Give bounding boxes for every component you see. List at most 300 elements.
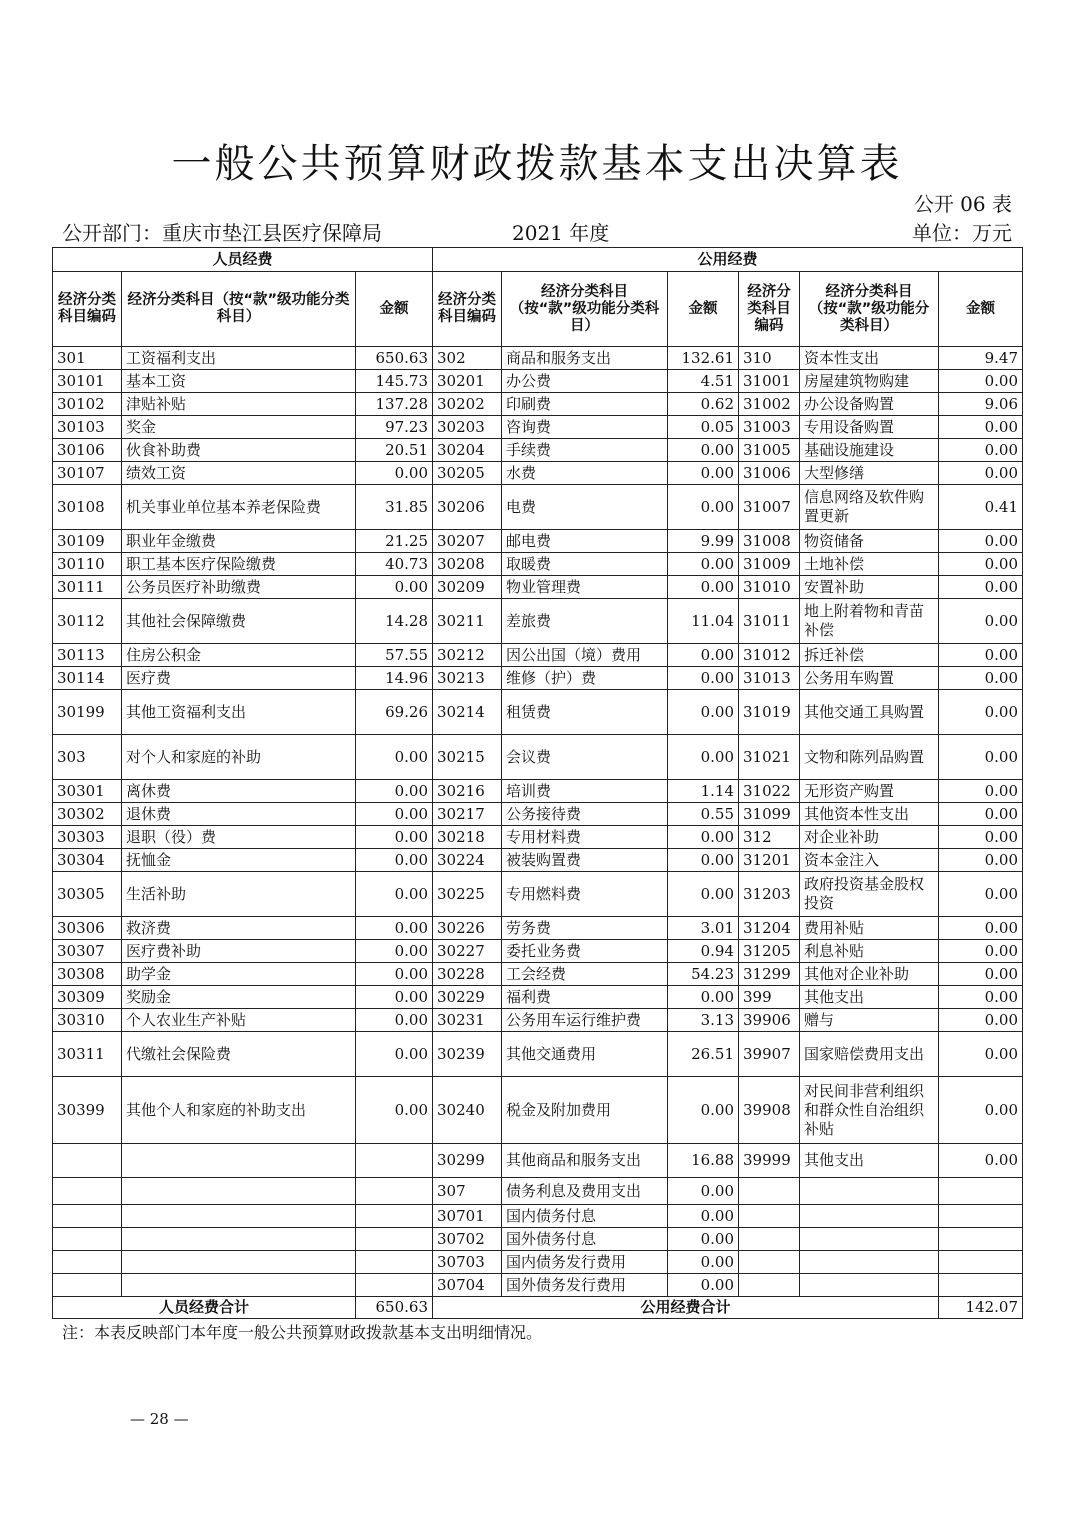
cell-c1: 30305 [53,872,122,917]
page-title: 一般公共预算财政拨款基本支出决算表 [171,141,903,187]
cell-n1: 基本工资 [122,370,356,393]
cell-a3: 0.00 [939,416,1023,439]
cell-c1: 30308 [53,963,122,986]
cell-n2: 物业管理费 [502,576,668,599]
cell-c2: 30299 [433,1144,502,1178]
cell-a2: 11.04 [668,599,739,644]
page-number: — 28 — [130,1410,189,1428]
cell-a2: 0.00 [668,644,739,667]
cell-c2: 30207 [433,530,502,553]
cell-a1: 0.00 [356,462,433,485]
cell-n3 [800,1228,939,1251]
cell-n1: 医疗费补助 [122,940,356,963]
cell-c1 [53,1205,122,1228]
cell-c2: 30205 [433,462,502,485]
table-row [53,576,1023,599]
cell-a1: 0.00 [356,1032,433,1077]
cell-n3: 其他交通工具购置 [800,690,939,735]
column-header-row [53,272,1023,347]
col-code-public: 经济分类科目编码 [433,272,502,347]
cell-c1 [53,1251,122,1274]
cell-a1: 0.00 [356,963,433,986]
cell-a1 [356,1228,433,1251]
cell-c1: 30199 [53,690,122,735]
col-name-personnel: 经济分类科目（按“款”级功能分类科目） [122,272,356,347]
cell-n1 [122,1251,356,1274]
cell-n2: 差旅费 [502,599,668,644]
cell-c1: 30113 [53,644,122,667]
cell-a2: 0.00 [668,576,739,599]
cell-n2: 国外债务发行费用 [502,1274,668,1297]
cell-n3: 费用补贴 [800,917,939,940]
cell-c2: 30209 [433,576,502,599]
cell-a1: 0.00 [356,872,433,917]
cell-c2: 30231 [433,1009,502,1032]
cell-n2: 国内债务发行费用 [502,1251,668,1274]
cell-a3: 9.06 [939,393,1023,416]
cell-c1: 303 [53,735,122,780]
cell-n3: 资本性支出 [800,347,939,370]
cell-c2: 30240 [433,1077,502,1144]
table-row [53,347,1023,370]
cell-n2: 国外债务付息 [502,1228,668,1251]
cell-n1: 医疗费 [122,667,356,690]
table-row [53,1077,1023,1144]
cell-c1: 30110 [53,553,122,576]
cell-a1: 20.51 [356,439,433,462]
cell-n3: 其他支出 [800,986,939,1009]
cell-a2: 0.00 [668,553,739,576]
cell-a2: 0.00 [668,1251,739,1274]
cell-a2: 0.00 [668,826,739,849]
cell-c2: 30215 [433,735,502,780]
section-public: 公用经费 [433,248,1023,272]
cell-n1: 退职（役）费 [122,826,356,849]
table-row [53,530,1023,553]
cell-n3: 办公设备购置 [800,393,939,416]
cell-a2: 0.00 [668,735,739,780]
cell-a3: 0.00 [939,644,1023,667]
cell-n2: 办公费 [502,370,668,393]
cell-c1 [53,1228,122,1251]
cell-n2: 取暖费 [502,553,668,576]
table-row [53,644,1023,667]
cell-a2: 26.51 [668,1032,739,1077]
cell-n2: 因公出国（境）费用 [502,644,668,667]
cell-a3: 0.00 [939,1144,1023,1178]
cell-a3: 0.00 [939,780,1023,803]
cell-n3: 资本金注入 [800,849,939,872]
cell-a1: 0.00 [356,849,433,872]
cell-c3: 31006 [739,462,800,485]
cell-a1: 650.63 [356,347,433,370]
cell-a1: 137.28 [356,393,433,416]
cell-n3 [800,1178,939,1205]
cell-c3: 310 [739,347,800,370]
cell-n1: 伙食补助费 [122,439,356,462]
cell-c3: 39908 [739,1077,800,1144]
table-row [53,872,1023,917]
cell-c1: 30311 [53,1032,122,1077]
cell-c1 [53,1178,122,1205]
cell-a1 [356,1144,433,1178]
cell-n2: 会议费 [502,735,668,780]
cell-c2: 30703 [433,1251,502,1274]
cell-c1: 30102 [53,393,122,416]
cell-c1: 30103 [53,416,122,439]
cell-a3: 0.00 [939,986,1023,1009]
cell-c2: 30229 [433,986,502,1009]
cell-c2: 30225 [433,872,502,917]
cell-c3: 31021 [739,735,800,780]
cell-c3: 31299 [739,963,800,986]
cell-a2: 0.00 [668,667,739,690]
cell-n2: 咨询费 [502,416,668,439]
cell-n3: 无形资产购置 [800,780,939,803]
cell-a2: 0.62 [668,393,739,416]
cell-n3 [800,1205,939,1228]
cell-c2: 30218 [433,826,502,849]
cell-c2: 30214 [433,690,502,735]
cell-a2: 0.00 [668,690,739,735]
cell-n2: 委托业务费 [502,940,668,963]
cell-c2: 30228 [433,963,502,986]
table-row [53,986,1023,1009]
cell-c1: 30302 [53,803,122,826]
cell-c1: 30306 [53,917,122,940]
cell-c3: 31003 [739,416,800,439]
cell-a3: 0.00 [939,1009,1023,1032]
cell-a1: 0.00 [356,735,433,780]
cell-a1: 31.85 [356,485,433,530]
cell-n2: 专用材料费 [502,826,668,849]
cell-n2: 水费 [502,462,668,485]
cell-a2: 1.14 [668,780,739,803]
cell-a3 [939,1205,1023,1228]
cell-c3: 31013 [739,667,800,690]
cell-n1: 奖金 [122,416,356,439]
cell-a3: 0.00 [939,940,1023,963]
cell-a2: 0.00 [668,485,739,530]
cell-c2: 30702 [433,1228,502,1251]
cell-n1 [122,1178,356,1205]
cell-n3: 政府投资基金股权投资 [800,872,939,917]
cell-n1: 对个人和家庭的补助 [122,735,356,780]
cell-a1 [356,1274,433,1297]
cell-n2: 福利费 [502,986,668,1009]
cell-a3: 0.00 [939,872,1023,917]
cell-n1: 职业年金缴费 [122,530,356,553]
cell-a1 [356,1205,433,1228]
cell-c1: 30301 [53,780,122,803]
table-row [53,1274,1023,1297]
table-row [53,940,1023,963]
cell-a3: 0.00 [939,370,1023,393]
cell-n3: 对民间非营利组织和群众性自治组织补贴 [800,1077,939,1144]
cell-a2: 0.00 [668,1178,739,1205]
cell-a2: 3.01 [668,917,739,940]
cell-n1: 抚恤金 [122,849,356,872]
public-total-value: 142.07 [939,1297,1023,1319]
cell-n2: 租赁费 [502,690,668,735]
cell-a3: 0.00 [939,849,1023,872]
table-row [53,1251,1023,1274]
cell-a1: 97.23 [356,416,433,439]
cell-c2: 30201 [433,370,502,393]
cell-a3 [939,1178,1023,1205]
cell-n1: 其他个人和家庭的补助支出 [122,1077,356,1144]
cell-a2: 16.88 [668,1144,739,1178]
cell-a2: 0.55 [668,803,739,826]
cell-a1: 0.00 [356,576,433,599]
cell-a2: 0.00 [668,986,739,1009]
cell-n3: 信息网络及软件购置更新 [800,485,939,530]
cell-a3: 0.00 [939,667,1023,690]
table-row [53,826,1023,849]
cell-c1 [53,1144,122,1178]
cell-c2: 30211 [433,599,502,644]
table-row [53,667,1023,690]
cell-c3: 31022 [739,780,800,803]
cell-n3: 土地补偿 [800,553,939,576]
cell-n2: 被装购置费 [502,849,668,872]
cell-n1 [122,1274,356,1297]
cell-c1: 30114 [53,667,122,690]
cell-a1: 0.00 [356,826,433,849]
table-row [53,462,1023,485]
cell-c3 [739,1205,800,1228]
footnote: 注：本表反映部门本年度一般公共预算财政拨款基本支出明细情况。 [62,1323,543,1342]
cell-a2: 132.61 [668,347,739,370]
table-row [53,1032,1023,1077]
cell-a2: 0.00 [668,1274,739,1297]
cell-a1: 40.73 [356,553,433,576]
cell-n3: 赠与 [800,1009,939,1032]
cell-n3: 利息补贴 [800,940,939,963]
table-row [53,963,1023,986]
section-personnel: 人员经费 [53,248,433,272]
cell-c2: 30208 [433,553,502,576]
cell-n2: 培训费 [502,780,668,803]
cell-c2: 30226 [433,917,502,940]
col-name-public: 经济分类科目（按“款”级功能分类科目） [502,272,668,347]
cell-n2: 电费 [502,485,668,530]
cell-c1: 30399 [53,1077,122,1144]
cell-c3: 31019 [739,690,800,735]
cell-n3: 国家赔偿费用支出 [800,1032,939,1077]
cell-c2: 30217 [433,803,502,826]
cell-c3: 31010 [739,576,800,599]
table-row [53,803,1023,826]
cell-n1: 机关事业单位基本养老保险费 [122,485,356,530]
table-row [53,439,1023,462]
cell-c3: 399 [739,986,800,1009]
cell-c2: 30224 [433,849,502,872]
col-code-personnel: 经济分类科目编码 [53,272,122,347]
cell-a3: 0.00 [939,1077,1023,1144]
cell-a2: 0.00 [668,462,739,485]
cell-n3: 地上附着物和青苗补偿 [800,599,939,644]
cell-a2: 9.99 [668,530,739,553]
cell-n2: 维修（护）费 [502,667,668,690]
cell-c1: 30107 [53,462,122,485]
cell-c2: 30239 [433,1032,502,1077]
cell-a1: 0.00 [356,780,433,803]
cell-n2: 公务接待费 [502,803,668,826]
cell-a1: 57.55 [356,644,433,667]
cell-a2: 54.23 [668,963,739,986]
cell-c3: 31201 [739,849,800,872]
cell-c2: 30704 [433,1274,502,1297]
cell-n1: 助学金 [122,963,356,986]
table-row [53,393,1023,416]
department-label: 公开部门：重庆市垫江县医疗保障局 [62,221,382,245]
cell-c3: 31203 [739,872,800,917]
cell-n3 [800,1274,939,1297]
cell-c2: 302 [433,347,502,370]
cell-a3 [939,1251,1023,1274]
cell-c3: 39907 [739,1032,800,1077]
cell-a3 [939,1228,1023,1251]
cell-n1: 绩效工资 [122,462,356,485]
cell-a2: 0.00 [668,849,739,872]
cell-n2: 国内债务付息 [502,1205,668,1228]
cell-a3: 0.00 [939,599,1023,644]
cell-a2: 4.51 [668,370,739,393]
cell-c3: 31001 [739,370,800,393]
cell-n3: 对企业补助 [800,826,939,849]
cell-n3 [800,1251,939,1274]
col-amount-public: 金额 [668,272,739,347]
cell-n2: 债务利息及费用支出 [502,1178,668,1205]
cell-c3: 31012 [739,644,800,667]
cell-a3: 0.41 [939,485,1023,530]
cell-n2: 工会经费 [502,963,668,986]
cell-c1: 30109 [53,530,122,553]
cell-a3: 0.00 [939,553,1023,576]
table-row [53,1228,1023,1251]
cell-n3: 其他支出 [800,1144,939,1178]
cell-a3: 0.00 [939,826,1023,849]
table-row [53,1009,1023,1032]
cell-n2: 邮电费 [502,530,668,553]
cell-c3: 31099 [739,803,800,826]
table-row [53,485,1023,530]
cell-c1: 30303 [53,826,122,849]
table-row [53,370,1023,393]
cell-a1: 0.00 [356,940,433,963]
cell-c3: 31011 [739,599,800,644]
cell-n1: 离休费 [122,780,356,803]
cell-n1: 公务员医疗补助缴费 [122,576,356,599]
col-amount-capital: 金额 [939,272,1023,347]
cell-n1: 代缴社会保险费 [122,1032,356,1077]
personnel-total-value: 650.63 [356,1297,433,1319]
table-row [53,1144,1023,1178]
cell-a3: 0.00 [939,735,1023,780]
cell-c3: 39999 [739,1144,800,1178]
cell-c2: 30202 [433,393,502,416]
cell-c1: 30309 [53,986,122,1009]
cell-c2: 30701 [433,1205,502,1228]
cell-n3: 大型修缮 [800,462,939,485]
cell-a2: 3.13 [668,1009,739,1032]
col-amount-personnel: 金额 [356,272,433,347]
cell-a1: 0.00 [356,917,433,940]
cell-c3: 31008 [739,530,800,553]
public-total-label: 公用经费合计 [433,1297,939,1319]
cell-a3: 9.47 [939,347,1023,370]
cell-n1: 救济费 [122,917,356,940]
cell-n3: 拆迁补偿 [800,644,939,667]
cell-n3: 物资储备 [800,530,939,553]
cell-a1: 0.00 [356,803,433,826]
table-row [53,917,1023,940]
cell-a1: 21.25 [356,530,433,553]
cell-n2: 商品和服务支出 [502,347,668,370]
cell-n1: 津贴补贴 [122,393,356,416]
cell-a2: 0.00 [668,1205,739,1228]
expenditure-table [52,247,1023,1319]
cell-a2: 0.00 [668,1077,739,1144]
cell-n2: 公务用车运行维护费 [502,1009,668,1032]
cell-a1: 69.26 [356,690,433,735]
table-row [53,735,1023,780]
cell-a2: 0.00 [668,872,739,917]
table-row [53,1205,1023,1228]
table-row [53,416,1023,439]
cell-c3: 31002 [739,393,800,416]
cell-c1: 301 [53,347,122,370]
cell-c1: 30304 [53,849,122,872]
cell-a2: 0.05 [668,416,739,439]
personnel-total-label: 人员经费合计 [53,1297,356,1319]
cell-n3: 其他资本性支出 [800,803,939,826]
cell-c3 [739,1178,800,1205]
cell-c2: 30206 [433,485,502,530]
cell-a1 [356,1251,433,1274]
cell-n3: 文物和陈列品购置 [800,735,939,780]
cell-a3: 0.00 [939,917,1023,940]
cell-a1: 145.73 [356,370,433,393]
cell-n1: 其他社会保障缴费 [122,599,356,644]
cell-n2: 手续费 [502,439,668,462]
cell-n3: 安置补助 [800,576,939,599]
section-header-row [53,248,1023,272]
cell-a2: 0.00 [668,439,739,462]
cell-a1 [356,1178,433,1205]
cell-c2: 30203 [433,416,502,439]
cell-c2: 30227 [433,940,502,963]
cell-n2: 劳务费 [502,917,668,940]
cell-c1: 30106 [53,439,122,462]
cell-a1: 14.96 [356,667,433,690]
cell-c3: 31205 [739,940,800,963]
cell-a3: 0.00 [939,576,1023,599]
table-row [53,780,1023,803]
cell-n1: 个人农业生产补贴 [122,1009,356,1032]
cell-n3: 公务用车购置 [800,667,939,690]
cell-a3: 0.00 [939,462,1023,485]
cell-n2: 专用燃料费 [502,872,668,917]
cell-c2: 307 [433,1178,502,1205]
table-number: 公开 06 表 [913,192,1012,216]
cell-a1: 0.00 [356,1077,433,1144]
table-row [53,599,1023,644]
cell-n3: 基础设施建设 [800,439,939,462]
cell-c3: 31005 [739,439,800,462]
cell-a3 [939,1274,1023,1297]
